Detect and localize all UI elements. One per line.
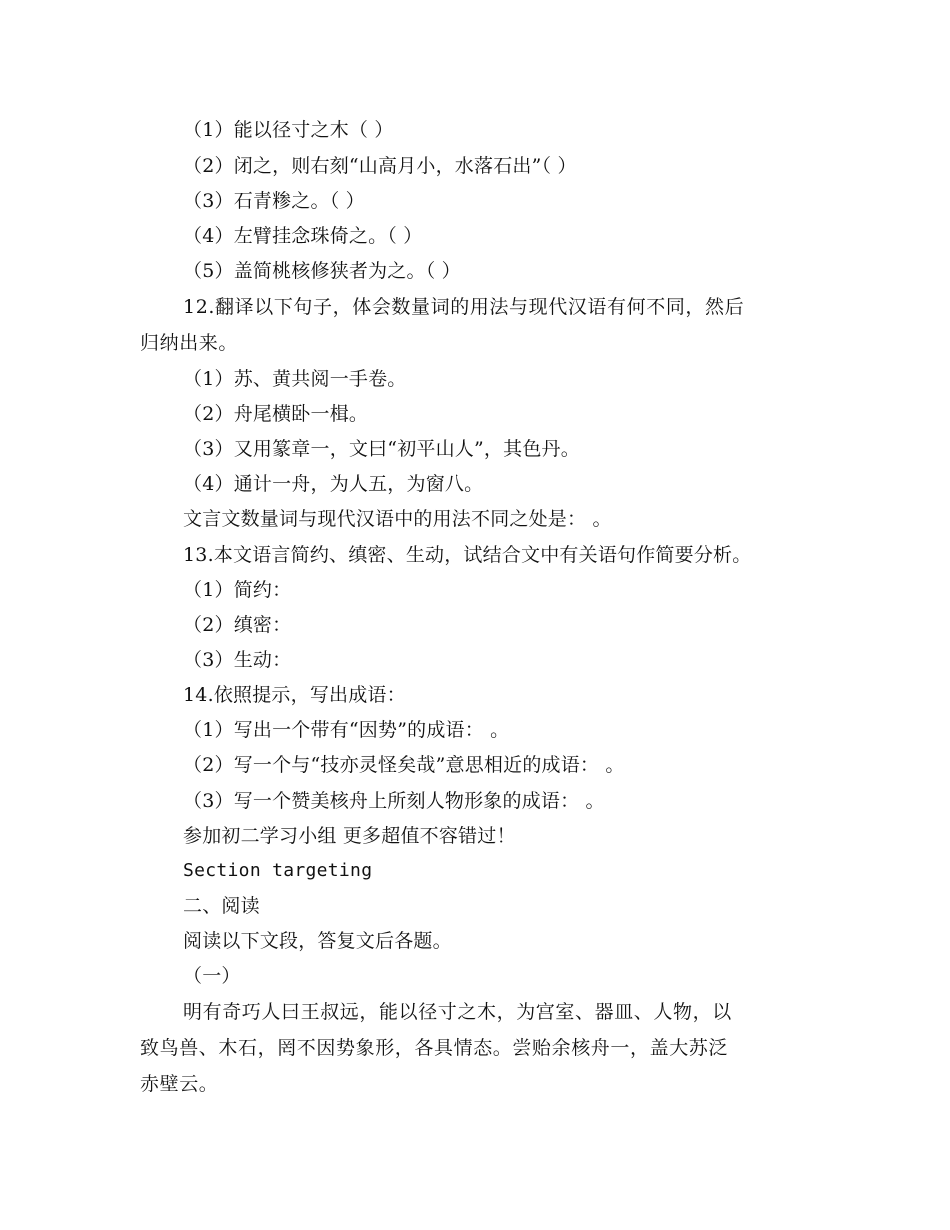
passage-number: （一） xyxy=(183,965,241,987)
passage-line-2: 致鸟兽、木石，罔不因势象形，各具情态。尝贻余核舟一，盖大苏泛 xyxy=(140,1037,729,1059)
question-12: 12.翻译以下句子，体会数量词的用法与现代汉语有何不同，然后 xyxy=(183,296,745,318)
answer-item-3: （3）石青糁之。（ ） xyxy=(183,190,365,212)
passage-line-1: 明有奇巧人曰王叔远，能以径寸之木，为宫室、器皿、人物，以 xyxy=(183,1001,732,1023)
question-14: 14.依照提示，写出成语： xyxy=(183,684,406,706)
idiom-item-3: （3）写一个赞美核舟上所刻人物形象的成语： 。 xyxy=(183,790,605,812)
analysis-item-1: （1）简约： xyxy=(183,579,292,601)
answer-item-5: （5）盖简桃核修狭者为之。（ ） xyxy=(183,260,461,282)
analysis-item-2: （2）缜密： xyxy=(183,614,292,636)
idiom-item-1: （1）写出一个带有“因势”的成语： 。 xyxy=(183,719,510,741)
translate-item-2: （2）舟尾横卧一楫。 xyxy=(183,403,369,425)
section-heading: 二、阅读 xyxy=(183,895,260,917)
translate-item-1: （1）苏、黄共阅一手卷。 xyxy=(183,368,407,390)
idiom-item-2: （2）写一个与“技亦灵怪矣哉”意思相近的成语： 。 xyxy=(183,754,625,776)
section-targeting: Section targeting xyxy=(183,860,373,881)
answer-item-4: （4）左臂挂念珠倚之。（ ） xyxy=(183,225,423,247)
reading-instructions: 阅读以下文段，答复文后各题。 xyxy=(183,930,452,952)
analysis-item-3: （3）生动： xyxy=(183,649,292,671)
promo-line: 参加初二学习小组 更多超值不容错过！ xyxy=(183,825,516,847)
answer-item-2: （2）闭之，则右刻“山高月小，水落石出”（ ） xyxy=(183,155,577,177)
answer-item-1: （1）能以径寸之木（ ） xyxy=(183,119,394,141)
question-13: 13.本文语言简约、缜密、生动，试结合文中有关语句作简要分析。 xyxy=(183,544,752,566)
translate-item-4: （4）通计一舟，为人五，为窗八。 xyxy=(183,473,484,495)
question-12-continuation: 归纳出来。 xyxy=(140,332,239,354)
passage-line-3: 赤壁云。 xyxy=(140,1073,219,1095)
translate-item-3: （3）又用篆章一，文曰“初平山人”，其色丹。 xyxy=(183,438,580,460)
summary-prompt: 文言文数量词与现代汉语中的用法不同之处是： 。 xyxy=(183,508,612,530)
